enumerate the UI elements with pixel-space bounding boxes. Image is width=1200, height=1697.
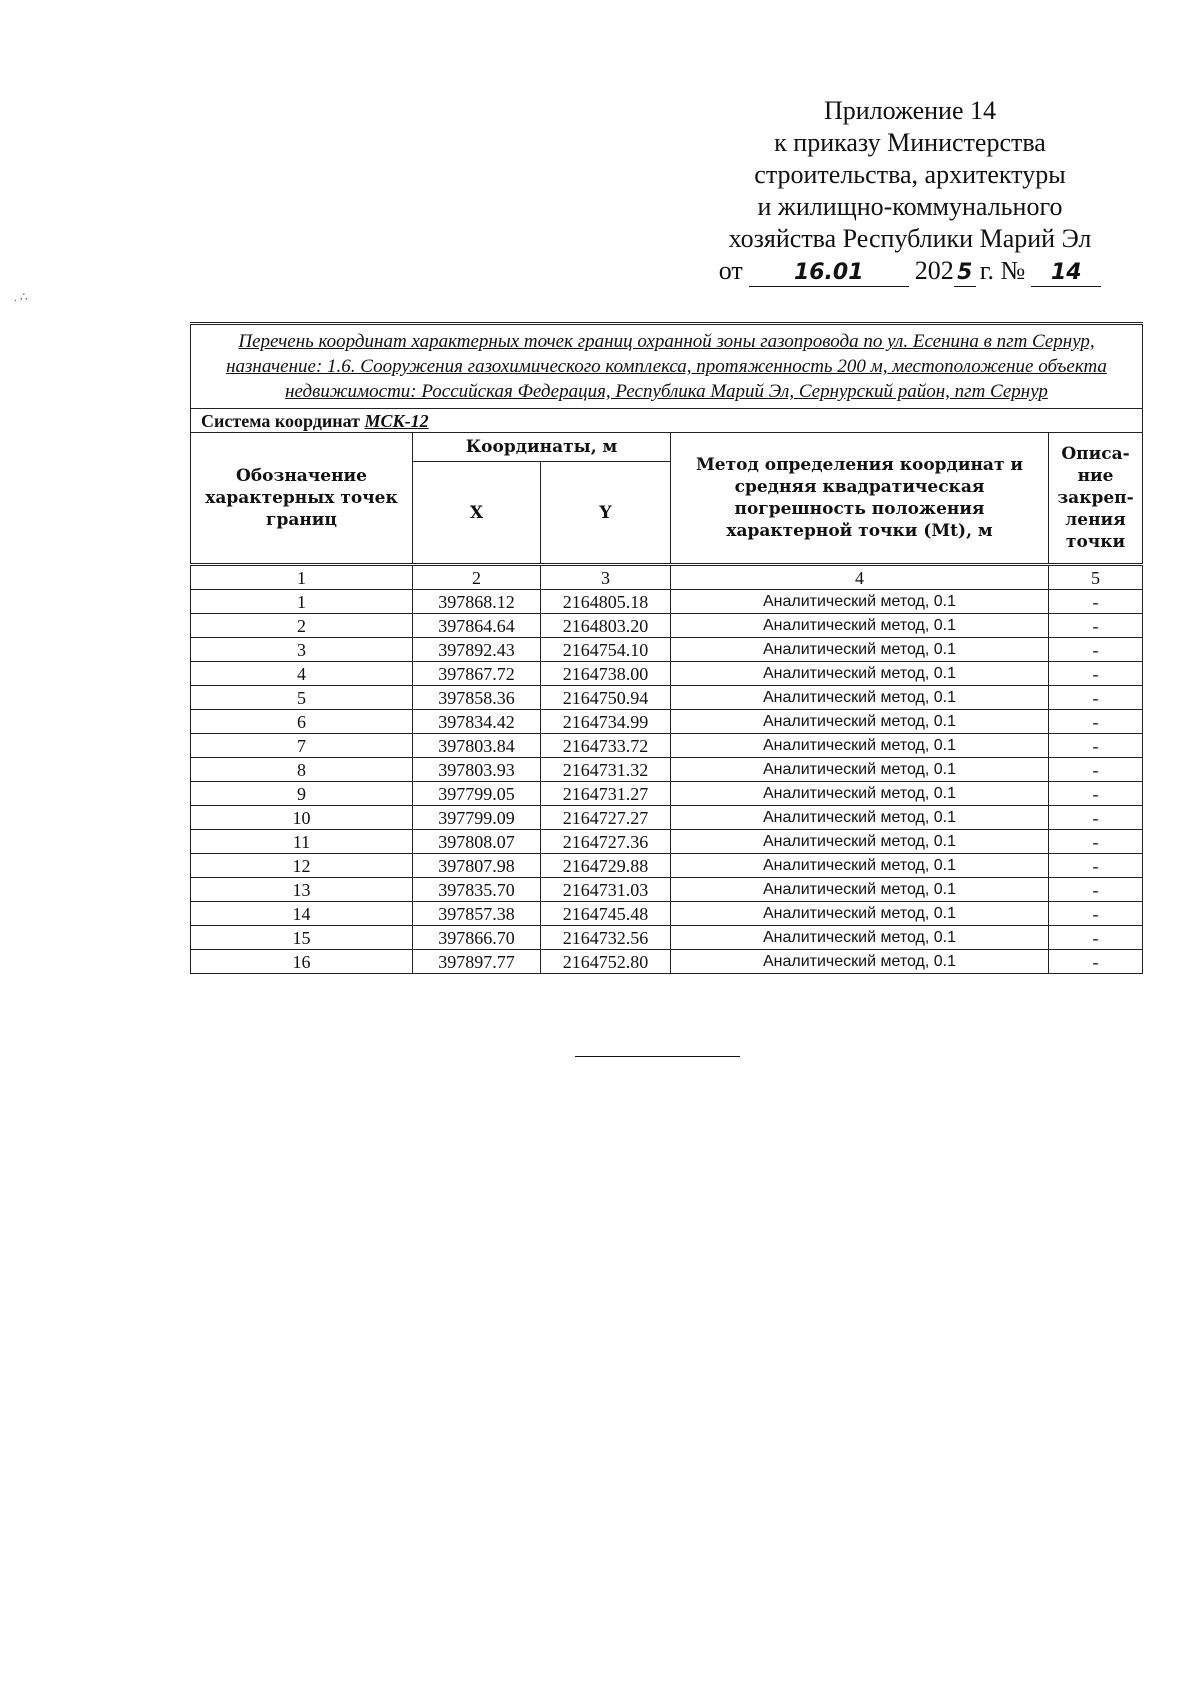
method-cell: Аналитический метод, 0.1 xyxy=(671,854,1049,878)
description-cell: - xyxy=(1049,902,1143,926)
column-number-row xyxy=(191,565,1143,590)
order-date-handwritten: 16.01 xyxy=(749,260,909,287)
order-number-handwritten: 14 xyxy=(1031,260,1101,287)
method-cell: Аналитический метод, 0.1 xyxy=(671,662,1049,686)
order-year-prefix: 202 xyxy=(914,256,954,285)
point-cell: 9 xyxy=(191,782,413,806)
x-cell: 397808.07 xyxy=(413,830,541,854)
table-row xyxy=(191,926,1143,950)
end-of-document-line xyxy=(575,1056,740,1057)
table-row xyxy=(191,782,1143,806)
scan-margin-mark: . ∴ xyxy=(14,290,28,304)
point-cell: 2 xyxy=(191,614,413,638)
x-cell: 397803.93 xyxy=(413,758,541,782)
header-description: Описа-ние закреп-ления точки xyxy=(1049,433,1143,565)
point-cell: 3 xyxy=(191,638,413,662)
x-cell: 397864.64 xyxy=(413,614,541,638)
table-row xyxy=(191,902,1143,926)
x-cell: 397857.38 xyxy=(413,902,541,926)
column-number: 1 xyxy=(191,565,413,590)
description-cell: - xyxy=(1049,878,1143,902)
order-date-number-line xyxy=(690,255,1130,287)
coordinate-system-row xyxy=(191,409,1143,433)
point-cell: 15 xyxy=(191,926,413,950)
y-cell: 2164733.72 xyxy=(541,734,671,758)
x-cell: 397868.12 xyxy=(413,590,541,614)
table-caption: Перечень координат характерных точек границ охранной зоны газопровода по ул. Есенина в пгт Сернур, назначение: 1.6. Сооружения газохимического комплекса, протяженность 200 м, местоположение объекта недвижимости: Российская Федерация, Республика Марий Эл, Сернурский район, пгт Сернур xyxy=(191,324,1143,409)
description-cell: - xyxy=(1049,926,1143,950)
description-cell: - xyxy=(1049,734,1143,758)
point-cell: 7 xyxy=(191,734,413,758)
order-year-suffix: г. № xyxy=(979,256,1026,285)
y-cell: 2164803.20 xyxy=(541,614,671,638)
point-cell: 6 xyxy=(191,710,413,734)
point-cell: 16 xyxy=(191,950,413,974)
y-cell: 2164805.18 xyxy=(541,590,671,614)
method-cell: Аналитический метод, 0.1 xyxy=(671,638,1049,662)
header-x: X xyxy=(413,462,541,565)
table-row xyxy=(191,854,1143,878)
description-cell: - xyxy=(1049,710,1143,734)
table-row xyxy=(191,590,1143,614)
description-cell: - xyxy=(1049,806,1143,830)
table-row xyxy=(191,758,1143,782)
point-cell: 13 xyxy=(191,878,413,902)
y-cell: 2164732.56 xyxy=(541,926,671,950)
y-cell: 2164745.48 xyxy=(541,902,671,926)
description-cell: - xyxy=(1049,638,1143,662)
table-row xyxy=(191,638,1143,662)
method-cell: Аналитический метод, 0.1 xyxy=(671,710,1049,734)
column-number: 3 xyxy=(541,565,671,590)
y-cell: 2164738.00 xyxy=(541,662,671,686)
coordinate-system-label: Система координат xyxy=(201,410,360,431)
y-cell: 2164731.03 xyxy=(541,878,671,902)
y-cell: 2164731.27 xyxy=(541,782,671,806)
x-cell: 397866.70 xyxy=(413,926,541,950)
point-cell: 5 xyxy=(191,686,413,710)
description-cell: - xyxy=(1049,950,1143,974)
description-cell: - xyxy=(1049,662,1143,686)
method-cell: Аналитический метод, 0.1 xyxy=(671,950,1049,974)
method-cell: Аналитический метод, 0.1 xyxy=(671,830,1049,854)
order-from-prefix: от xyxy=(718,256,743,285)
x-cell: 397897.77 xyxy=(413,950,541,974)
header-line-appendix: Приложение 14 xyxy=(823,96,997,125)
table-row xyxy=(191,662,1143,686)
coordinates-table xyxy=(190,322,1143,974)
x-cell: 397807.98 xyxy=(413,854,541,878)
description-cell: - xyxy=(1049,854,1143,878)
method-cell: Аналитический метод, 0.1 xyxy=(671,734,1049,758)
method-cell: Аналитический метод, 0.1 xyxy=(671,878,1049,902)
y-cell: 2164750.94 xyxy=(541,686,671,710)
description-cell: - xyxy=(1049,782,1143,806)
x-cell: 397799.09 xyxy=(413,806,541,830)
method-cell: Аналитический метод, 0.1 xyxy=(671,614,1049,638)
point-cell: 11 xyxy=(191,830,413,854)
x-cell: 397858.36 xyxy=(413,686,541,710)
column-number: 4 xyxy=(671,565,1049,590)
method-cell: Аналитический метод, 0.1 xyxy=(671,758,1049,782)
point-cell: 14 xyxy=(191,902,413,926)
method-cell: Аналитический метод, 0.1 xyxy=(671,590,1049,614)
x-cell: 397799.05 xyxy=(413,782,541,806)
header-line-ministry-2: и жилищно-коммунального xyxy=(757,192,1063,221)
header-y: Y xyxy=(541,462,671,565)
table-row xyxy=(191,950,1143,974)
header-method: Метод определения координат и средняя квадратическая погрешность положения характерной точки (Mt), м xyxy=(671,433,1049,565)
table-row xyxy=(191,806,1143,830)
x-cell: 397834.42 xyxy=(413,710,541,734)
description-cell: - xyxy=(1049,686,1143,710)
x-cell: 397892.43 xyxy=(413,638,541,662)
column-number: 5 xyxy=(1049,565,1143,590)
x-cell: 397867.72 xyxy=(413,662,541,686)
table-row xyxy=(191,830,1143,854)
header-coordinates: Координаты, м xyxy=(413,433,671,462)
method-cell: Аналитический метод, 0.1 xyxy=(671,686,1049,710)
table-row xyxy=(191,686,1143,710)
x-cell: 397835.70 xyxy=(413,878,541,902)
y-cell: 2164729.88 xyxy=(541,854,671,878)
y-cell: 2164727.36 xyxy=(541,830,671,854)
order-year-digit-handwritten: 5 xyxy=(954,260,976,287)
method-cell: Аналитический метод, 0.1 xyxy=(671,782,1049,806)
description-cell: - xyxy=(1049,758,1143,782)
header-line-order: к приказу Министерства xyxy=(774,128,1046,157)
point-cell: 1 xyxy=(191,590,413,614)
y-cell: 2164754.10 xyxy=(541,638,671,662)
table-row xyxy=(191,614,1143,638)
method-cell: Аналитический метод, 0.1 xyxy=(671,902,1049,926)
y-cell: 2164752.80 xyxy=(541,950,671,974)
y-cell: 2164731.32 xyxy=(541,758,671,782)
document-header xyxy=(690,95,1130,287)
header-point-designation: Обозначение характерных точек границ xyxy=(191,433,413,565)
header-line-ministry-3: хозяйства Республики Марий Эл xyxy=(728,224,1092,253)
point-cell: 8 xyxy=(191,758,413,782)
point-cell: 4 xyxy=(191,662,413,686)
table-row xyxy=(191,710,1143,734)
description-cell: - xyxy=(1049,590,1143,614)
header-line-ministry-1: строительства, архитектуры xyxy=(754,160,1066,189)
point-cell: 10 xyxy=(191,806,413,830)
method-cell: Аналитический метод, 0.1 xyxy=(671,926,1049,950)
description-cell: - xyxy=(1049,830,1143,854)
y-cell: 2164727.27 xyxy=(541,806,671,830)
table-row xyxy=(191,734,1143,758)
column-number: 2 xyxy=(413,565,541,590)
y-cell: 2164734.99 xyxy=(541,710,671,734)
coordinate-system-code: МСК-12 xyxy=(364,410,429,431)
point-cell: 12 xyxy=(191,854,413,878)
table-row xyxy=(191,878,1143,902)
description-cell: - xyxy=(1049,614,1143,638)
x-cell: 397803.84 xyxy=(413,734,541,758)
method-cell: Аналитический метод, 0.1 xyxy=(671,806,1049,830)
